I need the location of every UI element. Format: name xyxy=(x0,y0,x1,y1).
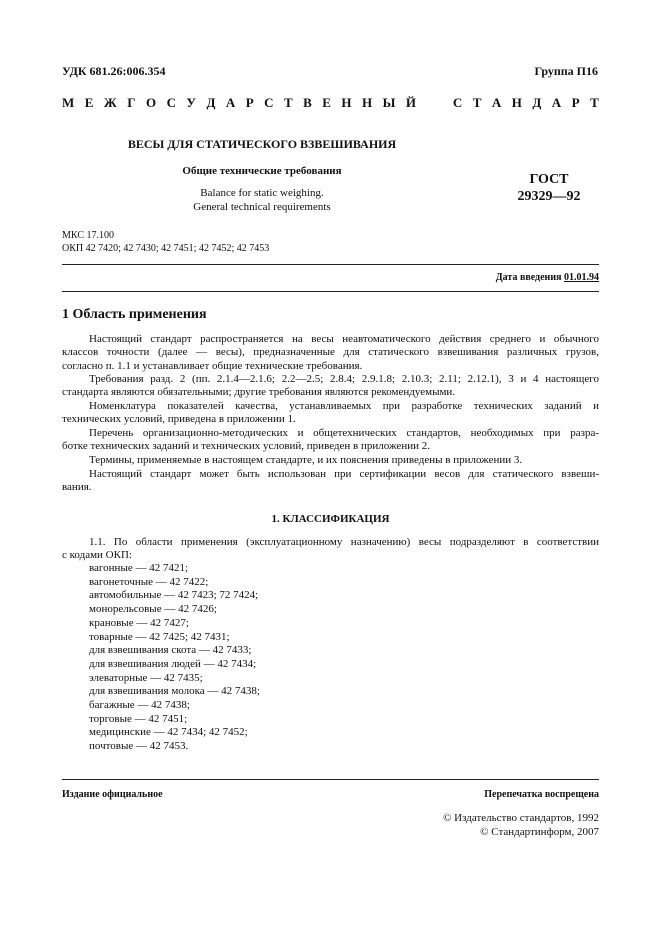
paragraph-line: Номенклатура показателей качества, устанавливаемых при разработке технических заданий и xyxy=(89,400,599,412)
banner-letter: Р xyxy=(571,95,580,110)
paragraph-line: согласно п. 1.1 и устанавливает общие технические требования. xyxy=(62,359,363,372)
banner-letter: У xyxy=(186,95,196,110)
list-item: для взвешивания молока — 42 7438; xyxy=(89,685,260,698)
paragraph-line: Настоящий стандарт может быть использован при сертификации весов для статического взвеши- xyxy=(89,468,599,480)
paragraph xyxy=(62,454,599,467)
banner-letter: С xyxy=(166,95,176,110)
banner-letter: Й xyxy=(405,95,416,110)
paragraph-line: стандарта являются обязательными; другие требования являются рекомендуемыми. xyxy=(62,386,456,399)
banner-letter: С xyxy=(264,95,274,110)
banner-gap xyxy=(426,95,442,111)
banner-letter: С xyxy=(452,95,463,110)
banner-letter: Е xyxy=(84,95,94,110)
paragraph-line: Термины, применяемые в настоящем стандарте, и их пояснения приведены в приложении 3. xyxy=(89,454,523,466)
paragraph-line: классов точности (далее — весы), предназначенные для статического взвешивания различных грузов, xyxy=(62,346,599,359)
banner-letter: Г xyxy=(127,95,136,110)
banner-letter: Т xyxy=(590,95,599,110)
paragraph-line: Настоящий стандарт распространяется на весы неавтоматического действия среднего и обычного xyxy=(89,333,599,345)
list-item: товарные — 42 7425; 42 7431; xyxy=(89,630,230,643)
banner-letter: А xyxy=(491,95,502,110)
document-subtitle: Общие технические требования xyxy=(182,165,342,177)
mks-code: МКС 17.100 xyxy=(62,230,114,241)
list-item: багажные — 42 7438; xyxy=(89,699,190,712)
paragraph-line: Перечень организационно-методических и общетехнических стандартов, необходимых при разра- xyxy=(89,427,599,439)
paragraph xyxy=(62,373,599,400)
banner-letter: Т xyxy=(472,95,482,110)
list-item: автомобильные — 42 7423; 72 7424; xyxy=(89,589,259,602)
section-title: 1 Область применения xyxy=(62,307,207,322)
list-item: вагонные — 42 7421; xyxy=(89,562,189,574)
banner-letter: Д xyxy=(532,95,542,110)
introduction-date-value: 01.01.94 xyxy=(564,272,599,283)
banner-letter: Н xyxy=(341,95,352,110)
udk-code: УДК 681.26:006.354 xyxy=(62,64,166,78)
list-item: элеваторные — 42 7435; xyxy=(89,671,203,684)
banner-letter: Н xyxy=(511,95,522,110)
paragraph xyxy=(62,468,599,495)
english-title-line: Balance for static weighing. xyxy=(200,187,324,199)
list-item: медицинские — 42 7434; 42 7452; xyxy=(89,726,248,739)
banner-letter: Е xyxy=(322,95,331,110)
banner-letter: Ж xyxy=(103,95,117,110)
copyright-line: © Издательство стандартов, 1992 xyxy=(443,812,599,824)
okp-codes: ОКП 42 7420; 42 7430; 42 7451; 42 7452; 42 7453 xyxy=(62,243,270,254)
banner-letter: А xyxy=(551,95,562,110)
divider xyxy=(62,264,599,265)
banner-letter: Р xyxy=(245,95,254,110)
paragraph xyxy=(62,536,599,563)
banner-letter: Ы xyxy=(382,95,396,110)
okp-code-list xyxy=(89,562,260,754)
gost-number: 29329—92 xyxy=(517,189,581,204)
paragraph-line: с кодами ОКП: xyxy=(62,549,132,562)
banner-letter: А xyxy=(225,95,236,110)
banner-letter: В xyxy=(303,95,312,110)
list-item: для взвешивания людей — 42 7434; xyxy=(89,657,257,670)
paragraph-line: ботке технических заданий и технических условий, приведен в приложении 2. xyxy=(62,440,430,453)
classification-heading: 1. КЛАССИФИКАЦИЯ xyxy=(271,513,390,525)
banner-letter: О xyxy=(145,95,157,110)
divider xyxy=(62,291,599,292)
divider xyxy=(62,779,599,780)
list-item: крановые — 42 7427; xyxy=(89,616,189,629)
paragraph-line: 1.1. По области применения (эксплуатационному назначению) весы подразделяют в соответствии xyxy=(89,536,599,548)
list-item: почтовые — 42 7453. xyxy=(89,740,189,753)
paragraph xyxy=(62,333,599,373)
english-title-line: General technical requirements xyxy=(193,201,331,213)
copyright-line: © Стандартинформ, 2007 xyxy=(480,826,599,838)
banner-letter: М xyxy=(62,95,75,110)
introduction-date-label: Дата введения xyxy=(495,272,562,283)
reprint-prohibited-note: Перепечатка воспрещена xyxy=(484,789,599,800)
paragraph-line: технических условий, приведена в приложении 1. xyxy=(62,413,296,426)
interstate-standard-banner xyxy=(62,95,599,111)
list-item: для взвешивания скота — 42 7433; xyxy=(89,644,252,657)
banner-letter: Н xyxy=(362,95,373,110)
list-item: монорельсовые — 42 7426; xyxy=(89,603,217,616)
banner-letter: Т xyxy=(284,95,293,110)
list-item: торговые — 42 7451; xyxy=(89,712,188,725)
list-item: вагонеточные — 42 7422; xyxy=(89,575,209,588)
gost-label: ГОСТ xyxy=(529,172,569,187)
paragraph xyxy=(62,427,599,454)
paragraph-line: Требования разд. 2 (пп. 2.1.4—2.1.6; 2.2—2.5; 2.8.4; 2.9.1.8; 2.10.3; 2.11; 2.12.1), 3 и 4 настоящего xyxy=(89,373,599,385)
paragraph xyxy=(62,400,599,427)
group-code: Группа П16 xyxy=(534,64,598,78)
banner-letter: Д xyxy=(206,95,216,110)
document-title: ВЕСЫ ДЛЯ СТАТИЧЕСКОГО ВЗВЕШИВАНИЯ xyxy=(127,137,397,151)
introduction-date xyxy=(496,272,599,283)
official-edition-note: Издание официальное xyxy=(62,789,163,800)
paragraph-line: вания. xyxy=(62,481,92,494)
